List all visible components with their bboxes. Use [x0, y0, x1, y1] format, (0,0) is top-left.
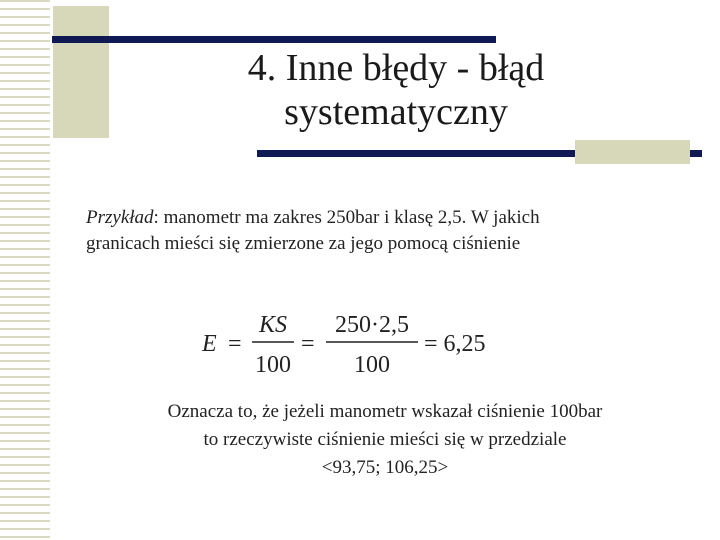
formula: [200, 308, 500, 378]
example-text: : manometr ma zakres 250bar i klasę 2,5. W jakich granicach mieści się zmierzone za jego pomocą ciśnienie: [86, 207, 540, 254]
formula-svg: [200, 308, 500, 378]
formula-lhs: E: [202, 331, 217, 357]
title-line-1: 4. Inne błędy - błąd: [247, 47, 545, 89]
formula-frac1-num: KS: [258, 312, 288, 338]
title-line-2: systematyczny: [284, 91, 508, 133]
formula-frac2-num: 250·2,5: [335, 312, 409, 338]
formula-eq-1: =: [228, 331, 242, 357]
formula-eq-2: =: [301, 331, 315, 357]
title-rule-top: [52, 36, 496, 43]
formula-result: = 6,25: [424, 331, 486, 357]
formula-frac2-den: 100: [354, 352, 390, 378]
decorative-box-top-left: [53, 6, 109, 138]
example-label: Przykład: [86, 207, 154, 228]
conclusion-line-2: to rzeczywiste ciśnienie mieści się w przedziale: [203, 429, 567, 450]
formula-frac1-den: 100: [255, 352, 291, 378]
conclusion-line-1: Oznacza to, że jeżeli manometr wskazał ciśnienie 100bar: [167, 401, 603, 422]
decorative-stripes: [0, 0, 52, 540]
slide-title: [140, 46, 652, 134]
example-paragraph: [86, 205, 606, 257]
conclusion-line-3: <93,75; 106,25>: [321, 457, 449, 478]
conclusion: [95, 398, 675, 482]
decorative-box-right: [575, 140, 690, 164]
